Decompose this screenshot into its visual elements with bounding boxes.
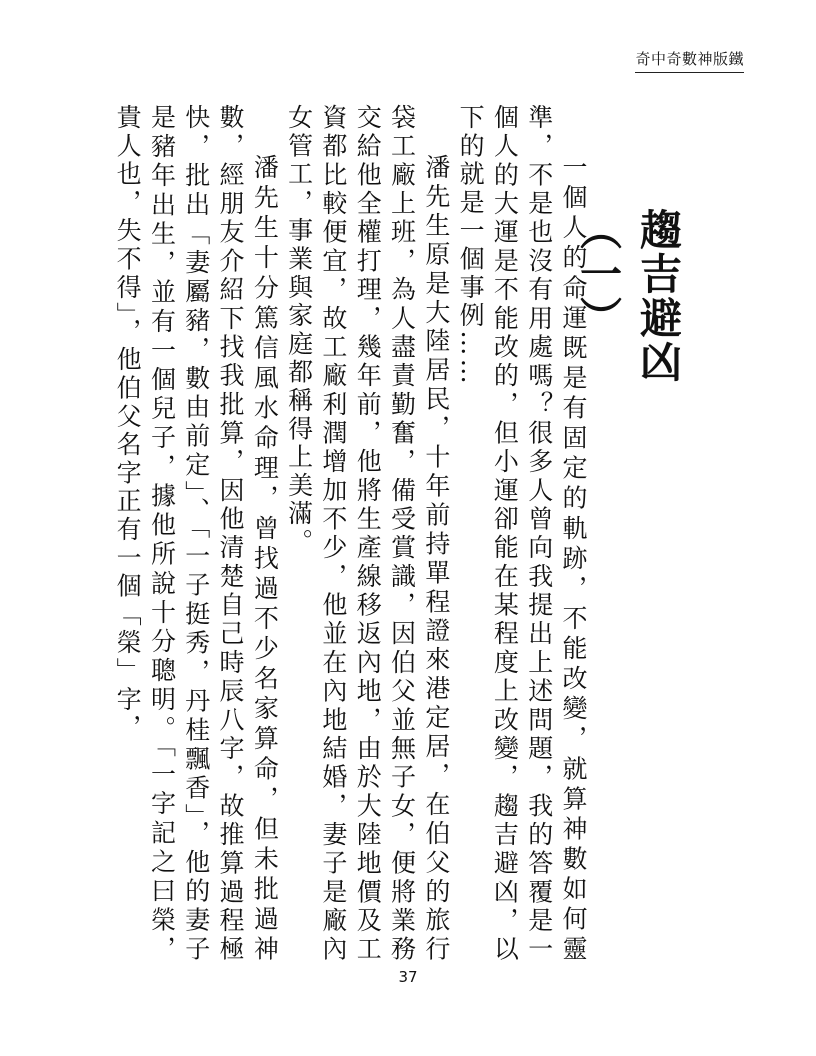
paragraph: 一個人的命運既是有固定的軌跡，不能改變，就算神數如何靈準，不是也沒有用處嗎？很多人曾向我提出上述問題，我的答覆是一個人的大運是不能改的，但小運卻能在某程度上改變，趨吉避凶，以下的就是一個事例…… <box>456 104 588 964</box>
running-header: 奇中奇數神版鐵 <box>635 48 744 73</box>
chapter-title: 趨吉避凶（一） <box>574 208 683 384</box>
paragraph: 潘先生十分篤信風水命理，曾找過不少名家算命，但未批過神數，經朋友介紹下找我批算，因他清楚自己時辰八字，故推算過程極快，批出「妻屬豬，數由前定」、「一子挺秀，丹桂飄香」，他的妻子是豬年出生，並有一個兒子，據他所說十分聰明。「一字記之曰榮，貴人也，失不得」，他伯父名字正有一個「榮」字， <box>113 104 280 964</box>
article-body <box>113 104 590 964</box>
page-number: 37 <box>398 968 418 986</box>
paragraph: 潘先生原是大陸居民，十年前持單程證來港定居，在伯父的旅行袋工廠上班，為人盡責勤奮，備受賞識，因伯父並無子女，便將業務交給他全權打理，幾年前，他將生產線移返內地，由於大陸地價及工資都比較便宜，故工廠利潤增加不少，他並在內地結婚，妻子是廠內女管工，事業與家庭都稱得上美滿。 <box>284 104 451 964</box>
